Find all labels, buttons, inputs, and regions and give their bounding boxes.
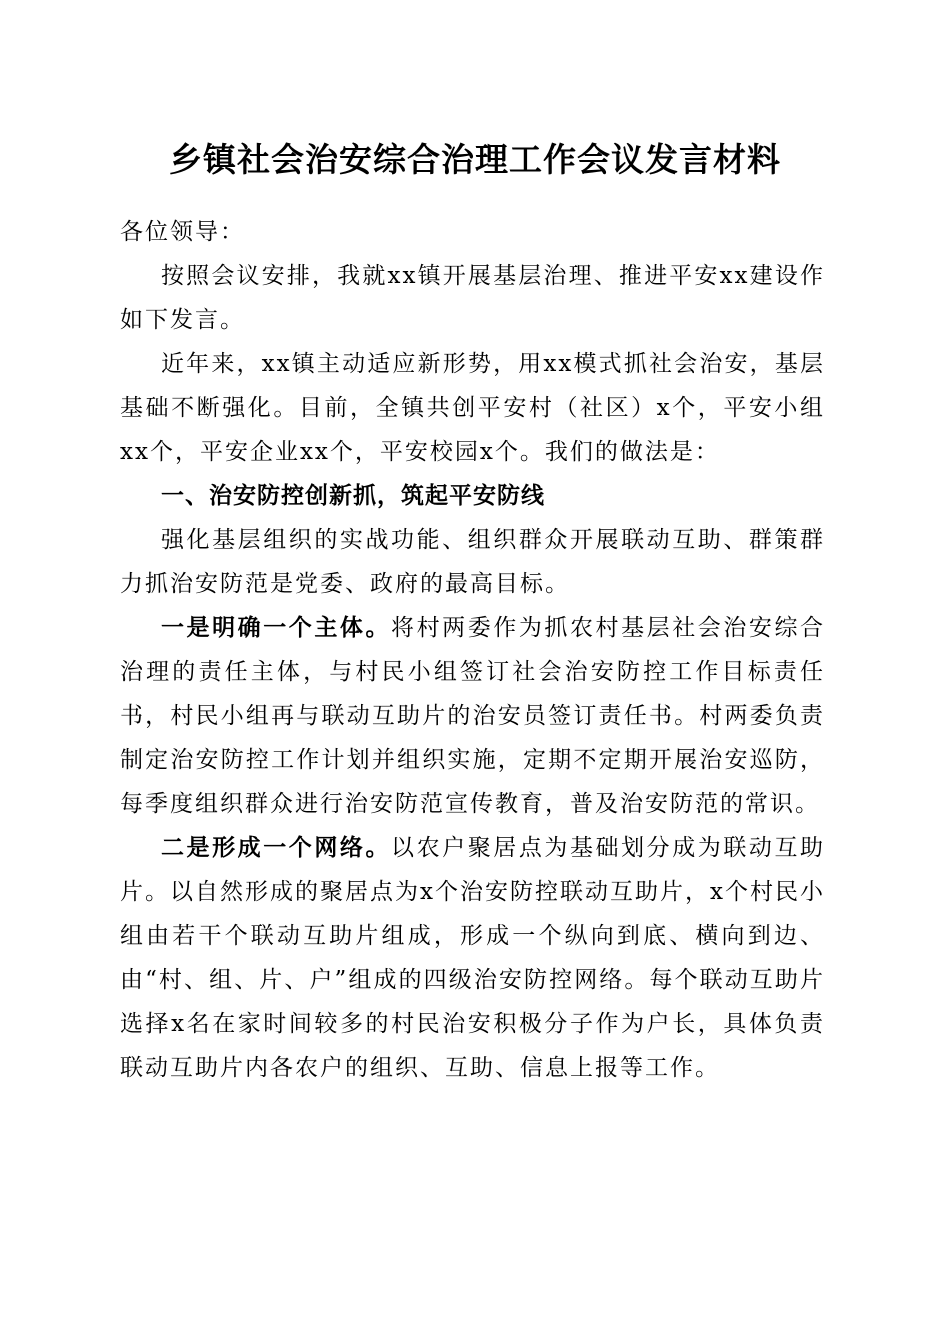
paragraph-subject-lead: 一是明确一个主体。 [161, 614, 392, 641]
greeting: 各位领导： [120, 219, 245, 245]
paragraph-network [120, 826, 825, 1090]
paragraph-overview: 近年来，xx镇主动适应新形势，用xx模式抓社会治安，基层基础不断强化。目前，全镇共创平安村（社区）x个，平安小组xx个，平安企业xx个，平安校园x个。我们的做法是： [120, 351, 825, 465]
document-title: 乡镇社会治安综合治理工作会议发言材料 [169, 140, 781, 179]
paragraph-network-lead: 二是形成一个网络。 [161, 834, 392, 861]
paragraph-network-body: 以农户聚居点为基础划分成为联动互助片。以自然形成的聚居点为x个治安防控联动互助片，x个村民小组由若干个联动互助片组成，形成一个纵向到底、横向到边、由“村、组、片、户”组成的四级治安防控网络。每个联动互助片选择x名在家时间较多的村民治安积极分子作为户长，具体负责联动互助片内各农户的组织、互助、信息上报等工作。 [120, 835, 826, 1081]
section-heading-1: 一、治安防控创新抓，筑起平安防线 [161, 483, 545, 509]
paragraph-subject [120, 606, 825, 826]
paragraph-intro: 按照会议安排，我就xx镇开展基层治理、推进平安xx建设作如下发言。 [120, 263, 825, 333]
paragraph-subject-body: 将村两委作为抓农村基层社会治安综合治理的责任主体，与村民小组签订社会治安防控工作目标责任书，村民小组再与联动互助片的治安员签订责任书。村两委负责制定治安防控工作计划并组织实施，定期不定期开展治安巡防，每季度组织群众进行治安防范宣传教育，普及治安防范的常识。 [120, 615, 826, 817]
document-body [120, 210, 825, 1090]
paragraph-goal: 强化基层组织的实战功能、组织群众开展联动互助、群策群力抓治安防范是党委、政府的最高目标。 [120, 527, 825, 597]
